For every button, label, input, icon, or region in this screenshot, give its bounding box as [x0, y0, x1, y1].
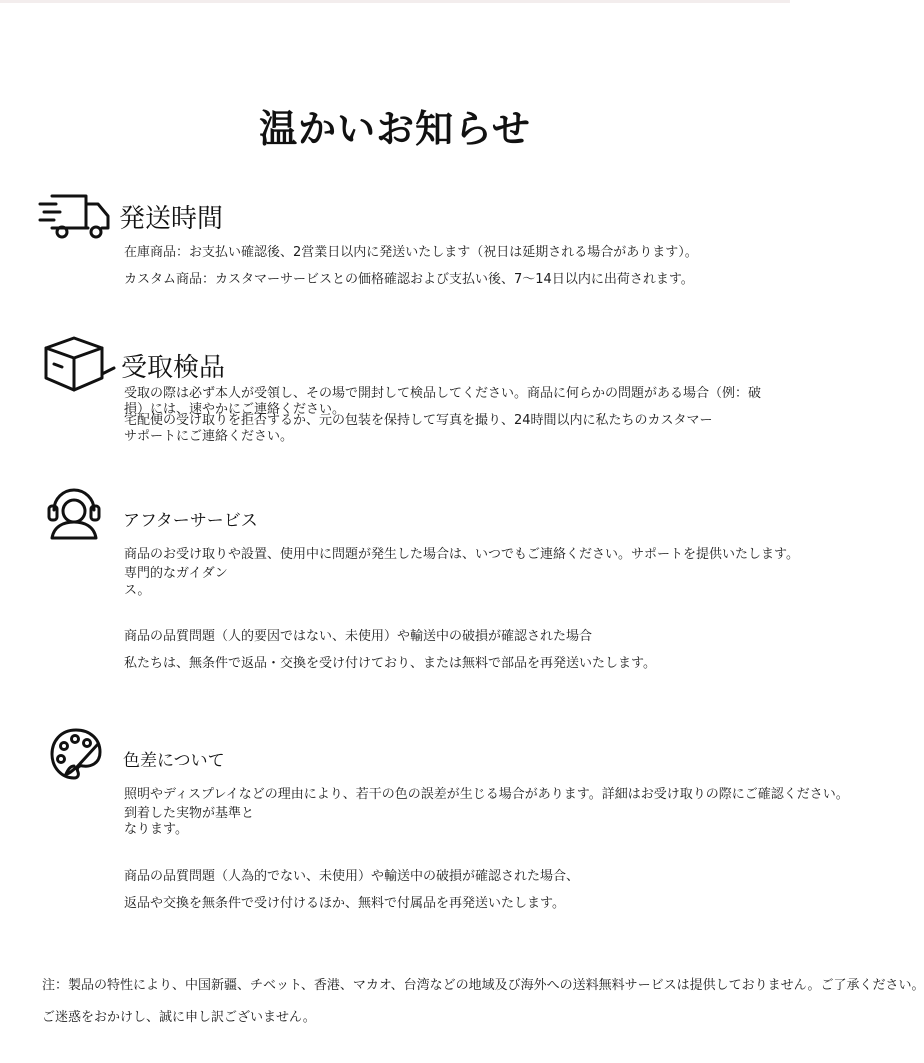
receiving-paragraph-inspect: 受取の際は必ず本人が受領し、その場で開封して検品してください。商品に何らかの問題がある場合（例：破損）には、速やかにご連絡ください。 [124, 386, 762, 417]
aftersales-line-guidance-end: ス。 [124, 583, 151, 598]
aftersales-line-guidance: 専門的なガイダン [124, 566, 228, 581]
color-heading: 色差について [123, 751, 225, 771]
color-line-standard: 到着した実物が基準と [124, 806, 255, 821]
footer-apology: ご迷惑をおかけし、誠に申し訳ございません。 [42, 1010, 316, 1025]
aftersales-line-return: 私たちは、無条件で返品・交換を受け付けており、または無料で部品を再発送いたします。 [124, 656, 656, 671]
shipping-line-custom: カスタム商品：カスタマーサービスとの価格確認および支払い後、7〜14日以内に出荷されます。 [124, 272, 694, 287]
color-line-return: 返品や交換を無条件で受け付けるほか、無料で付属品を再発送いたします。 [124, 896, 565, 911]
shipping-line-stock: 在庫商品：お支払い確認後、2営業日以内に発送いたします（祝日は延期される場合があります）。 [124, 245, 698, 260]
color-line-variation: 照明やディスプレイなどの理由により、若干の色の誤差が生じる場合があります。詳細はお受け取りの際にご確認ください。 [124, 787, 849, 802]
top-border [0, 0, 790, 3]
paint-palette-icon [48, 726, 104, 782]
color-line-standard-end: なります。 [124, 822, 188, 837]
receiving-paragraph-refuse: 宅配便の受け取りを拒否するか、元の包装を保持して写真を撮り、24時間以内に私たちのカスタマーサポートにご連絡ください。 [124, 413, 713, 444]
receiving-heading: 受取検品 [121, 353, 226, 383]
customer-support-headset-icon [44, 484, 104, 544]
aftersales-heading: アフターサービス [123, 511, 258, 531]
aftersales-line-contact: 商品のお受け取りや設置、使用中に問題が発生した場合は、いつでもご連絡ください。サポートを提供いたします。 [124, 547, 799, 562]
footer-note: 注：製品の特性により、中国新疆、チベット、香港、マカオ、台湾などの地域及び海外への送料無料サービスは提供しておりません。ご了承ください。 [42, 978, 924, 993]
page-title: 温かいお知らせ [259, 107, 531, 151]
aftersales-line-quality: 商品の品質問題（人的要因ではない、未使用）や輸送中の破損が確認された場合 [124, 629, 593, 644]
package-box-icon [42, 334, 116, 398]
shipping-heading: 発送時間 [119, 204, 224, 234]
delivery-truck-icon [38, 190, 112, 246]
color-line-quality: 商品の品質問題（人為的でない、未使用）や輸送中の破損が確認された場合、 [124, 869, 580, 884]
